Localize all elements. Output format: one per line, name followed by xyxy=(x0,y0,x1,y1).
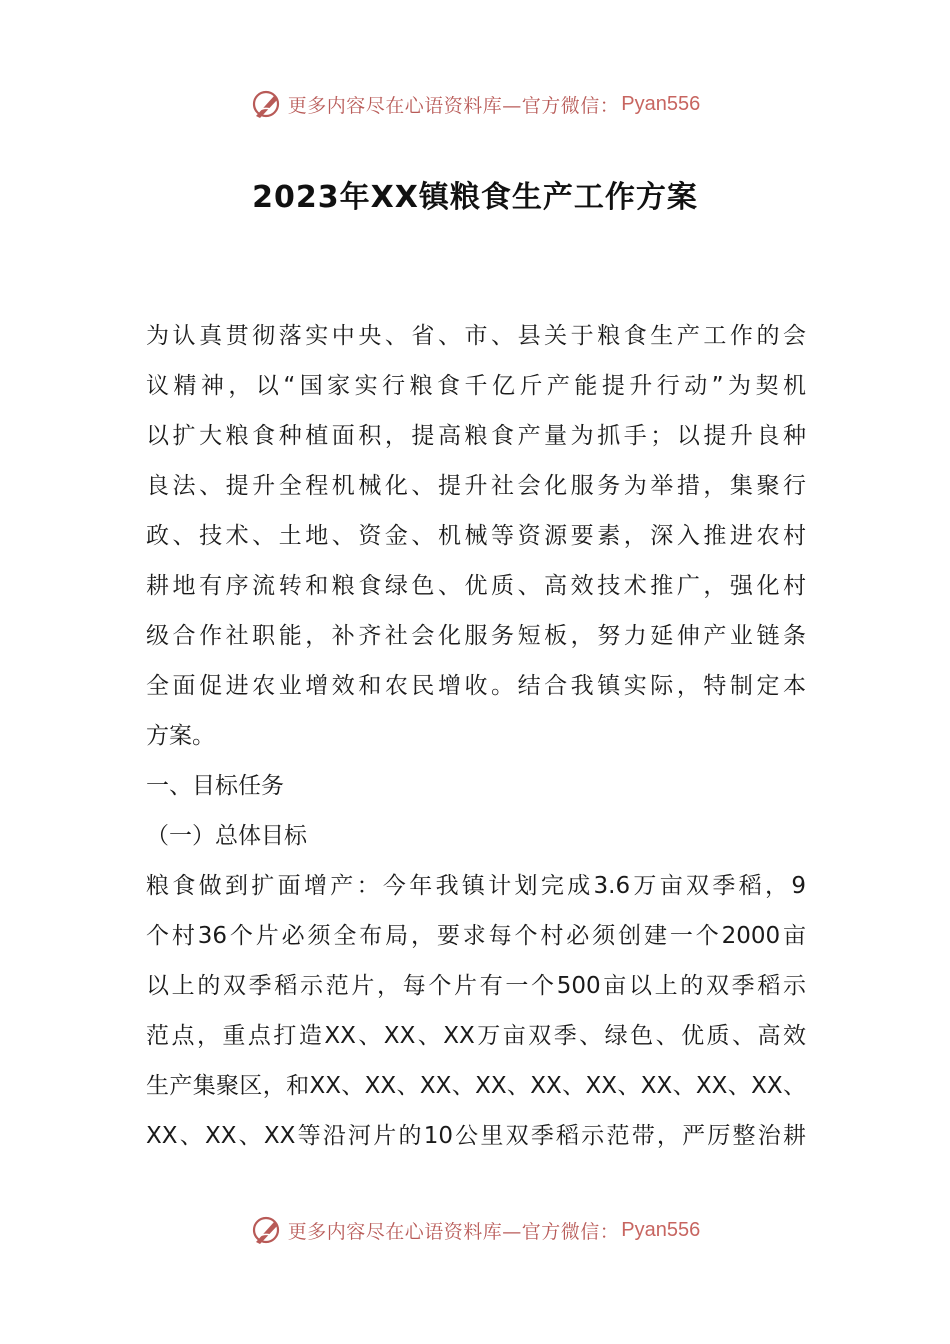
watermark-text: 更多内容尽在心语资料库—官方微信： xyxy=(287,1220,620,1243)
watermark-text: 更多内容尽在心语资料库—官方微信： xyxy=(287,94,620,117)
body-line: 方案。 xyxy=(146,723,215,749)
document-body xyxy=(146,311,806,1161)
document-title: 2023年XX镇粮食生产工作方案 xyxy=(252,180,698,215)
body-line: 范点，重点打造XX、XX、XX万亩双季、绿色、优质、高效 xyxy=(146,1023,806,1049)
body-line: 粮食做到扩面增产：今年我镇计划完成3.6万亩双季稻，9 xyxy=(146,873,806,899)
watermark-id: Pyan556 xyxy=(621,1218,701,1241)
pen-logo-icon xyxy=(250,87,284,121)
body-line: 全面促进农业增效和农民增收。结合我镇实际，特制定本 xyxy=(146,673,806,699)
body-line: 级合作社职能，补齐社会化服务短板，努力延伸产业链条 xyxy=(146,623,806,649)
body-line: 耕地有序流转和粮食绿色、优质、高效技术推广，强化村 xyxy=(146,573,806,599)
body-line: 良法、提升全程机械化、提升社会化服务为举措，集聚行 xyxy=(146,473,806,499)
pen-logo-icon xyxy=(250,1213,284,1247)
body-line: XX、XX、XX等沿河片的10公里双季稻示范带，严厉整治耕 xyxy=(146,1123,806,1149)
body-line: 生产集聚区，和XX、XX、XX、XX、XX、XX、XX、XX、XX、 xyxy=(146,1073,806,1099)
section-heading: 一、目标任务 xyxy=(146,773,284,799)
body-line: 议精神，以“国家实行粮食千亿斤产能提升行动”为契机 xyxy=(146,373,806,399)
body-line: 政、技术、土地、资金、机械等资源要素，深入推进农村 xyxy=(146,523,806,549)
body-line: 以扩大粮食种植面积，提高粮食产量为抓手；以提升良种 xyxy=(146,423,806,449)
body-line: 以上的双季稻示范片，每个片有一个500亩以上的双季稻示 xyxy=(146,973,806,999)
watermark-id: Pyan556 xyxy=(621,92,701,115)
watermark-banner-top xyxy=(0,84,950,124)
subsection-heading: （一）总体目标 xyxy=(146,823,307,849)
body-line: 为认真贯彻落实中央、省、市、县关于粮食生产工作的会 xyxy=(146,323,806,349)
watermark-banner-bottom xyxy=(0,1210,950,1250)
body-line: 个村36个片必须全布局，要求每个村必须创建一个2000亩 xyxy=(146,923,806,949)
